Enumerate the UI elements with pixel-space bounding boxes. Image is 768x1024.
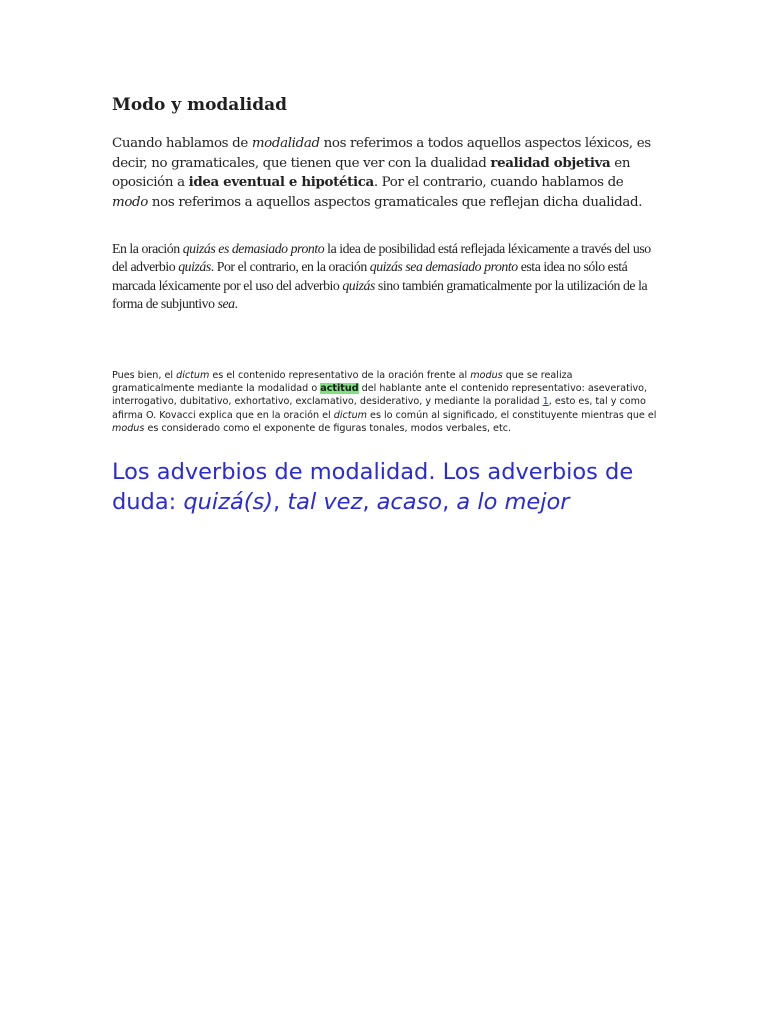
text-run: la idea de posibilidad está reflejada léxicamente a través del uso del adverbio xyxy=(112,241,651,275)
italic-term: modus xyxy=(470,370,503,381)
paragraph-ejemplo-quizas xyxy=(112,240,657,314)
italic-term: dictum xyxy=(176,370,210,381)
bold-term: realidad objetiva xyxy=(490,154,611,171)
highlighted-term: actitud xyxy=(320,383,359,395)
text-run: Los adverbios de modalidad. Los adverbios de duda: xyxy=(112,459,634,515)
text-run: es lo común al significado, el constituyente mientras que el xyxy=(367,409,657,421)
paragraph-dictum-modus xyxy=(112,369,657,435)
text-run: nos referimos a aquellos aspectos gramaticales que reflejan dicha dualidad. xyxy=(148,194,643,210)
italic-example: quizás xyxy=(342,277,375,293)
italic-example: quizás es demasiado pronto xyxy=(182,241,325,256)
bold-term: idea eventual e hipotética xyxy=(188,174,374,190)
text-run: . Por el contrario, cuando hablamos de xyxy=(373,175,624,190)
italic-term: modus xyxy=(112,422,145,434)
italic-adverb: acaso xyxy=(376,489,443,515)
italic-adverb: tal vez xyxy=(287,489,363,515)
italic-example: quizás sea demasiado pronto xyxy=(369,259,518,275)
text-run: , xyxy=(273,489,288,515)
text-run: esta idea no sólo está marcada léxicamente por el uso del adverbio xyxy=(112,259,628,293)
text-run: que se realiza gramaticalmente mediante la modalidad o xyxy=(112,370,573,395)
text-run: del hablante ante el contenido representativo: aseverativo, interrogativo, dubitativo, exhortativo, exclamativo, desiderativo, y mediante la poralidad xyxy=(112,383,648,408)
text-run: . xyxy=(234,296,238,312)
text-run: En la oración xyxy=(112,241,183,256)
italic-example: sea xyxy=(217,296,235,312)
italic-adverb: a lo mejor xyxy=(456,489,570,515)
text-run: Pues bien, el xyxy=(112,370,177,381)
text-run: sino también gramaticalmente por la utilización de la forma de subjuntivo xyxy=(112,277,648,312)
text-run: nos referimos a todos aquellos aspectos léxicos, es decir, no gramaticales, que tienen que ver con la dualidad xyxy=(112,136,651,171)
paragraph-modo-modalidad xyxy=(112,134,657,212)
text-run: , esto es, tal y como afirma O. Kovacci explica que en la oración el xyxy=(112,396,646,421)
section-heading-adverbios xyxy=(112,457,672,517)
text-run: . Por el contrario, en la oración xyxy=(210,259,370,275)
document-title: Modo y modalidad xyxy=(112,95,288,115)
text-run: Cuando hablamos de xyxy=(112,136,252,151)
footnote-link[interactable]: 1 xyxy=(542,396,549,408)
italic-adverb: quizá(s) xyxy=(183,489,274,515)
text-run: en oposición a xyxy=(112,155,631,190)
italic-term: modalidad xyxy=(251,136,320,151)
italic-term: dictum xyxy=(333,409,367,421)
italic-term: modo xyxy=(112,194,148,210)
text-run: , xyxy=(362,489,377,515)
text-run: , xyxy=(442,489,457,515)
italic-example: quizás xyxy=(178,259,211,275)
text-run: es el contenido representativo de la oración frente al xyxy=(209,370,471,381)
text-run: es considerado como el exponente de figuras tonales, modos verbales, etc. xyxy=(144,422,512,434)
